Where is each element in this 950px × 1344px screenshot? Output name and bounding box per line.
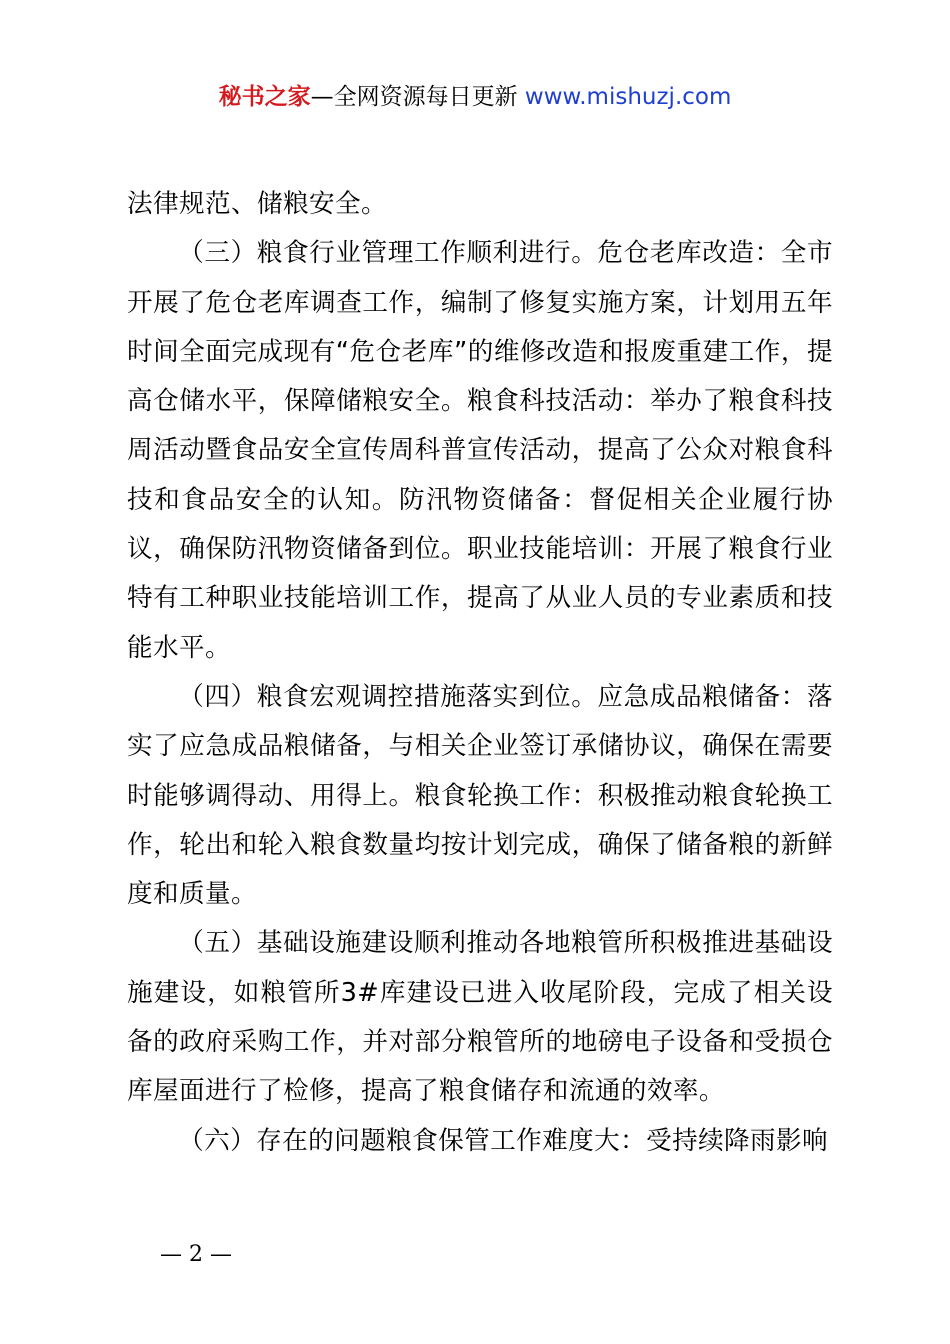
site-header <box>0 80 950 114</box>
paragraph-section-4: （四）粮食宏观调控措施落实到位。应急成品粮储备：落实了应急成品粮储备，与相关企业签订承储协议，确保在需要时能够调得动、用得上。粮食轮换工作：积极推动粮食轮换工作，轮出和轮入粮食数量均按计划完成，确保了储备粮的新鲜度和质量。 <box>127 681 833 910</box>
site-brand: 秘书之家 <box>218 84 311 110</box>
site-tagline: —全网资源每日更新 <box>310 84 525 110</box>
paragraph-section-5: （五）基础设施建设顺利推动各地粮管所积极推进基础设施建设，如粮管所3#库建设已进入收尾阶段，完成了相关设备的政府采购工作，并对部分粮管所的地磅电子设备和受损仓库屋面进行了检修，提高了粮食储存和流通的效率。 <box>127 928 833 1107</box>
paragraph-continuation: 法律规范、储粮安全。 <box>127 189 387 219</box>
page-number: — 2 — <box>160 1242 232 1267</box>
paragraph-section-6: （六）存在的问题粮食保管工作难度大：受持续降雨影响 <box>178 1125 829 1156</box>
paragraph-section-3: （三）粮食行业管理工作顺利进行。危仓老库改造：全市开展了危仓老库调查工作，编制了修复实施方案，计划用五年时间全面完成现有“危仓老库”的维修改造和报废重建工作，提高仓储水平，保障储粮安全。粮食科技活动：举办了粮食科技周活动暨食品安全宣传周科普宣传活动，提高了公众对粮食科技和食品安全的认知。防汛物资储备：督促相关企业履行协议，确保防汛物资储备到位。职业技能培训：开展了粮食行业特有工种职业技能培训工作，提高了从业人员的专业素质和技能水平。 <box>127 238 833 663</box>
site-url-link[interactable]: www.mishuzj.com <box>524 84 732 110</box>
document-body <box>127 180 833 1166</box>
